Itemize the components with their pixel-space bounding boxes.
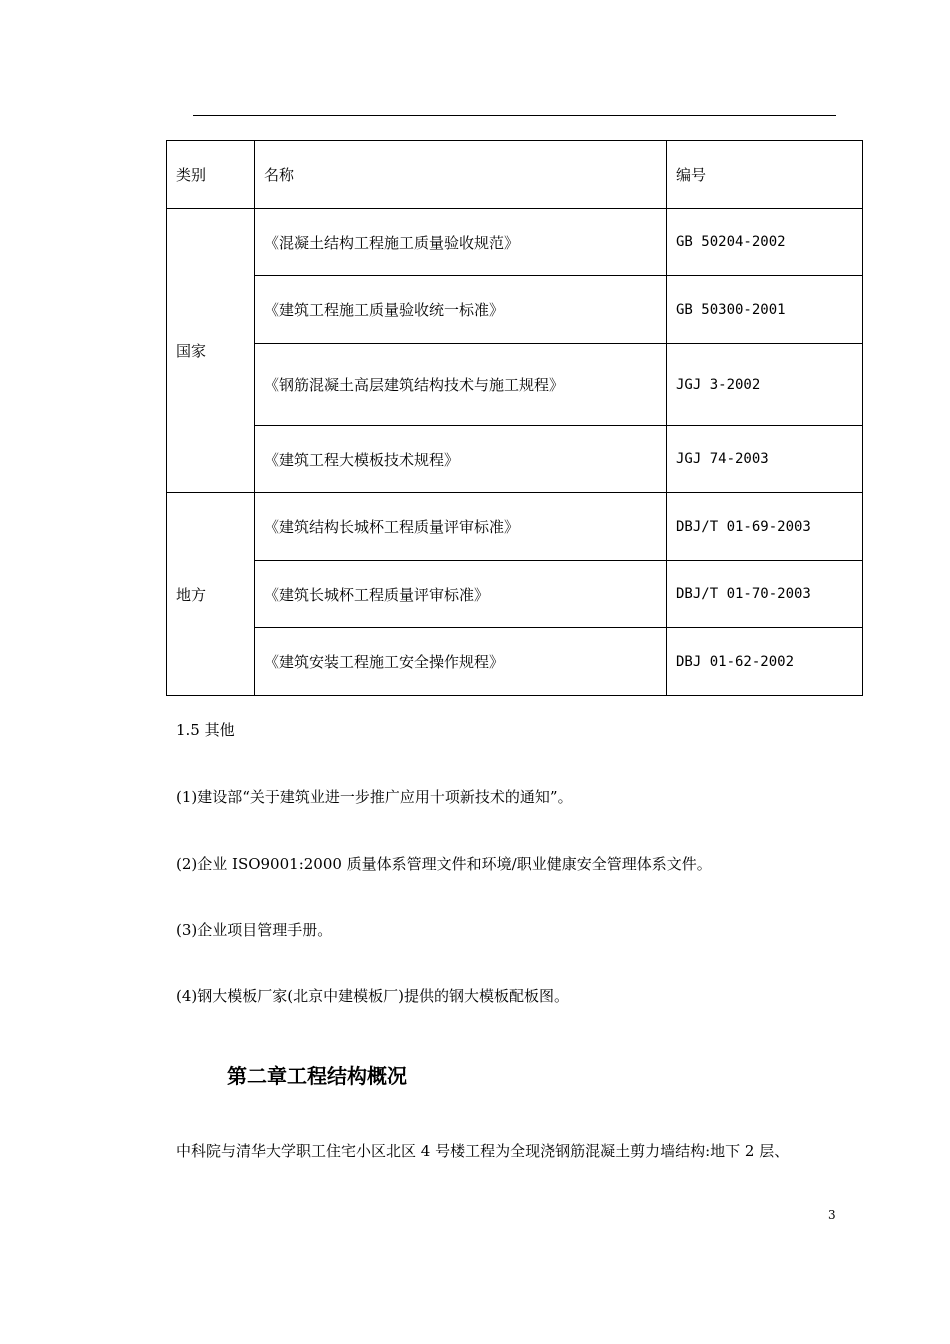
standard-code: GB 50204-2002 — [667, 209, 863, 276]
standard-name: 《建筑工程施工质量验收统一标准》 — [255, 276, 667, 344]
table-row — [167, 561, 863, 628]
table-row — [167, 493, 863, 561]
standard-name: 《钢筋混凝土高层建筑结构技术与施工规程》 — [255, 344, 667, 426]
list-item: (1)建设部“关于建筑业进一步推广应用十项新技术的通知”。 — [176, 788, 573, 806]
section-heading: 1.5 其他 — [176, 721, 235, 739]
list-item: (3)企业项目管理手册。 — [176, 921, 333, 939]
table-header-row — [167, 141, 863, 209]
standard-code: DBJ 01-62-2002 — [667, 628, 863, 696]
table-row — [167, 344, 863, 426]
standard-code: JGJ 74-2003 — [667, 426, 863, 493]
table-row — [167, 276, 863, 344]
category-cell-national: 国家 — [167, 209, 255, 493]
header-rule — [193, 115, 836, 116]
standard-name: 《建筑安装工程施工安全操作规程》 — [255, 628, 667, 696]
standard-name: 《建筑结构长城杯工程质量评审标准》 — [255, 493, 667, 561]
table-row — [167, 209, 863, 276]
category-cell-local: 地方 — [167, 493, 255, 696]
standards-table — [166, 140, 863, 696]
header-code: 编号 — [667, 141, 863, 209]
page-number: 3 — [828, 1208, 836, 1222]
list-item: (2)企业 ISO9001:2000 质量体系管理文件和环境/职业健康安全管理体系文件。 — [176, 855, 712, 873]
standard-code: DBJ/T 01-69-2003 — [667, 493, 863, 561]
chapter-paragraph: 中科院与清华大学职工住宅小区北区 4 号楼工程为全现浇钢筋混凝土剪力墙结构:地下 2 层、 — [176, 1142, 790, 1160]
header-category: 类别 — [167, 141, 255, 209]
standard-name: 《建筑工程大模板技术规程》 — [255, 426, 667, 493]
table-row — [167, 426, 863, 493]
standard-code: JGJ 3-2002 — [667, 344, 863, 426]
chapter-title: 第二章工程结构概况 — [227, 1064, 407, 1088]
table-row — [167, 628, 863, 696]
standard-name: 《建筑长城杯工程质量评审标准》 — [255, 561, 667, 628]
standard-name: 《混凝土结构工程施工质量验收规范》 — [255, 209, 667, 276]
standard-code: DBJ/T 01-70-2003 — [667, 561, 863, 628]
header-name: 名称 — [255, 141, 667, 209]
list-item: (4)钢大模板厂家(北京中建模板厂)提供的钢大模板配板图。 — [176, 987, 569, 1005]
standard-code: GB 50300-2001 — [667, 276, 863, 344]
